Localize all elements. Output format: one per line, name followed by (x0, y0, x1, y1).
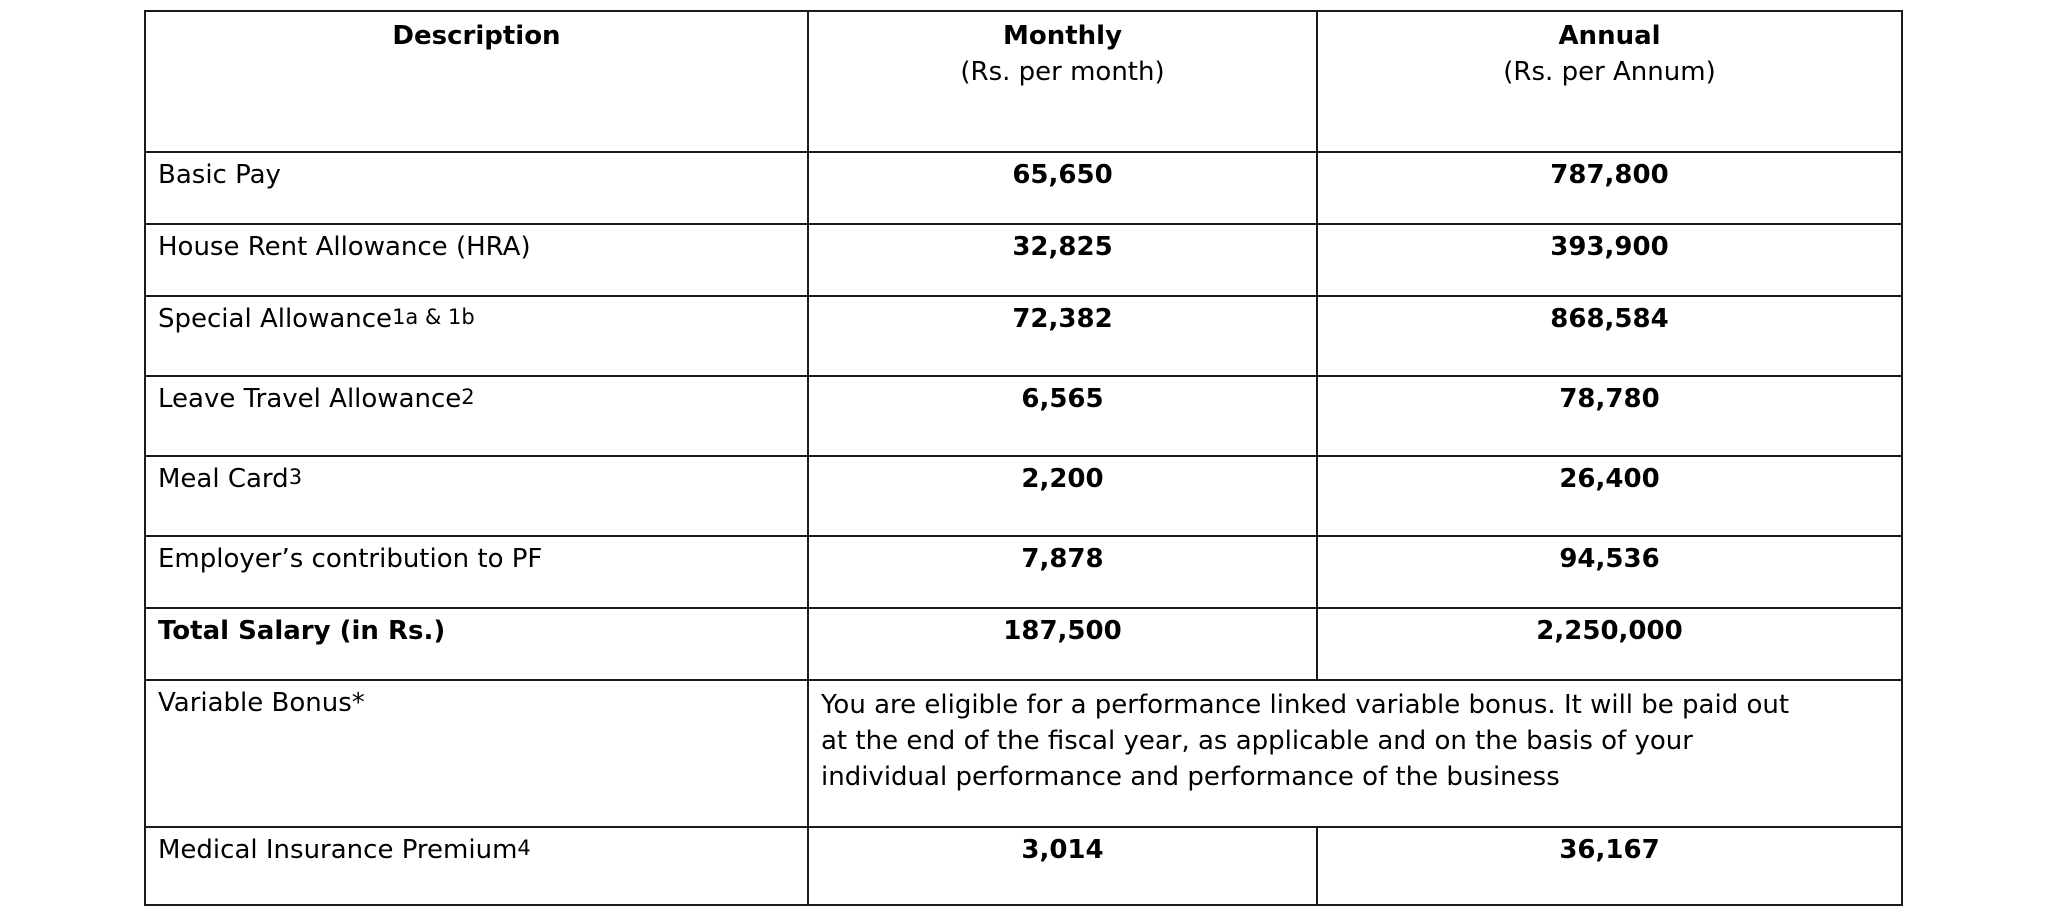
annual-value: 787,800 (1317, 152, 1902, 224)
monthly-value: 7,878 (808, 536, 1317, 608)
total-monthly-value: 187,500 (808, 608, 1317, 680)
annual-value: 36,167 (1317, 827, 1902, 905)
row-label: House Rent Allowance (HRA) (158, 232, 531, 262)
row-label: Meal Card (158, 464, 289, 494)
row-label-cell (145, 827, 808, 905)
annual-value: 26,400 (1317, 456, 1902, 536)
variable-bonus-row (145, 680, 1902, 827)
annual-value: 78,780 (1317, 376, 1902, 456)
table-row (145, 536, 1902, 608)
monthly-value: 3,014 (808, 827, 1317, 905)
table-row (145, 296, 1902, 376)
monthly-value: 32,825 (808, 224, 1317, 296)
variable-bonus-label-cell (145, 680, 808, 827)
row-label: Leave Travel Allowance (158, 384, 462, 414)
footnote-marker: 4 (517, 836, 531, 860)
variable-bonus-text-line: at the end of the fiscal year, as applicable and on the basis of your (821, 726, 1693, 756)
header-monthly: Monthly (Rs. per month) (808, 11, 1317, 152)
monthly-value: 65,650 (808, 152, 1317, 224)
total-label-cell (145, 608, 808, 680)
variable-bonus-description (808, 680, 1902, 827)
variable-bonus-text-line: individual performance and performance of the business (821, 762, 1560, 792)
salary-table (144, 10, 1903, 906)
row-label: Medical Insurance Premium (158, 835, 518, 865)
total-annual-value: 2,250,000 (1317, 608, 1902, 680)
row-label-cell (145, 224, 808, 296)
monthly-value: 6,565 (808, 376, 1317, 456)
row-label-cell (145, 376, 808, 456)
row-label: Employer’s contribution to PF (158, 544, 543, 574)
header-annual: Annual (Rs. per Annum) (1317, 11, 1902, 152)
total-label: Total Salary (in Rs.) (158, 616, 446, 646)
footnote-marker: 2 (461, 385, 475, 409)
annual-value: 94,536 (1317, 536, 1902, 608)
table-row (145, 152, 1902, 224)
variable-bonus-text-line: You are eligible for a performance linked variable bonus. It will be paid out (821, 690, 1790, 720)
annual-value: 868,584 (1317, 296, 1902, 376)
table-row (145, 376, 1902, 456)
footnote-marker: 1a & 1b (392, 305, 475, 329)
row-label-cell (145, 296, 808, 376)
row-label-cell (145, 152, 808, 224)
footnote-marker: 3 (288, 465, 303, 489)
annual-value: 393,900 (1317, 224, 1902, 296)
table-row (145, 456, 1902, 536)
monthly-value: 72,382 (808, 296, 1317, 376)
variable-bonus-label: Variable Bonus* (158, 688, 365, 718)
header-description: Description (145, 11, 808, 152)
row-label-cell (145, 536, 808, 608)
monthly-value: 2,200 (808, 456, 1317, 536)
total-row (145, 608, 1902, 680)
row-label: Special Allowance (158, 304, 393, 334)
header-row (145, 11, 1902, 152)
row-label: Basic Pay (158, 160, 281, 190)
row-label-cell (145, 456, 808, 536)
table-row (145, 827, 1902, 905)
table-row (145, 224, 1902, 296)
